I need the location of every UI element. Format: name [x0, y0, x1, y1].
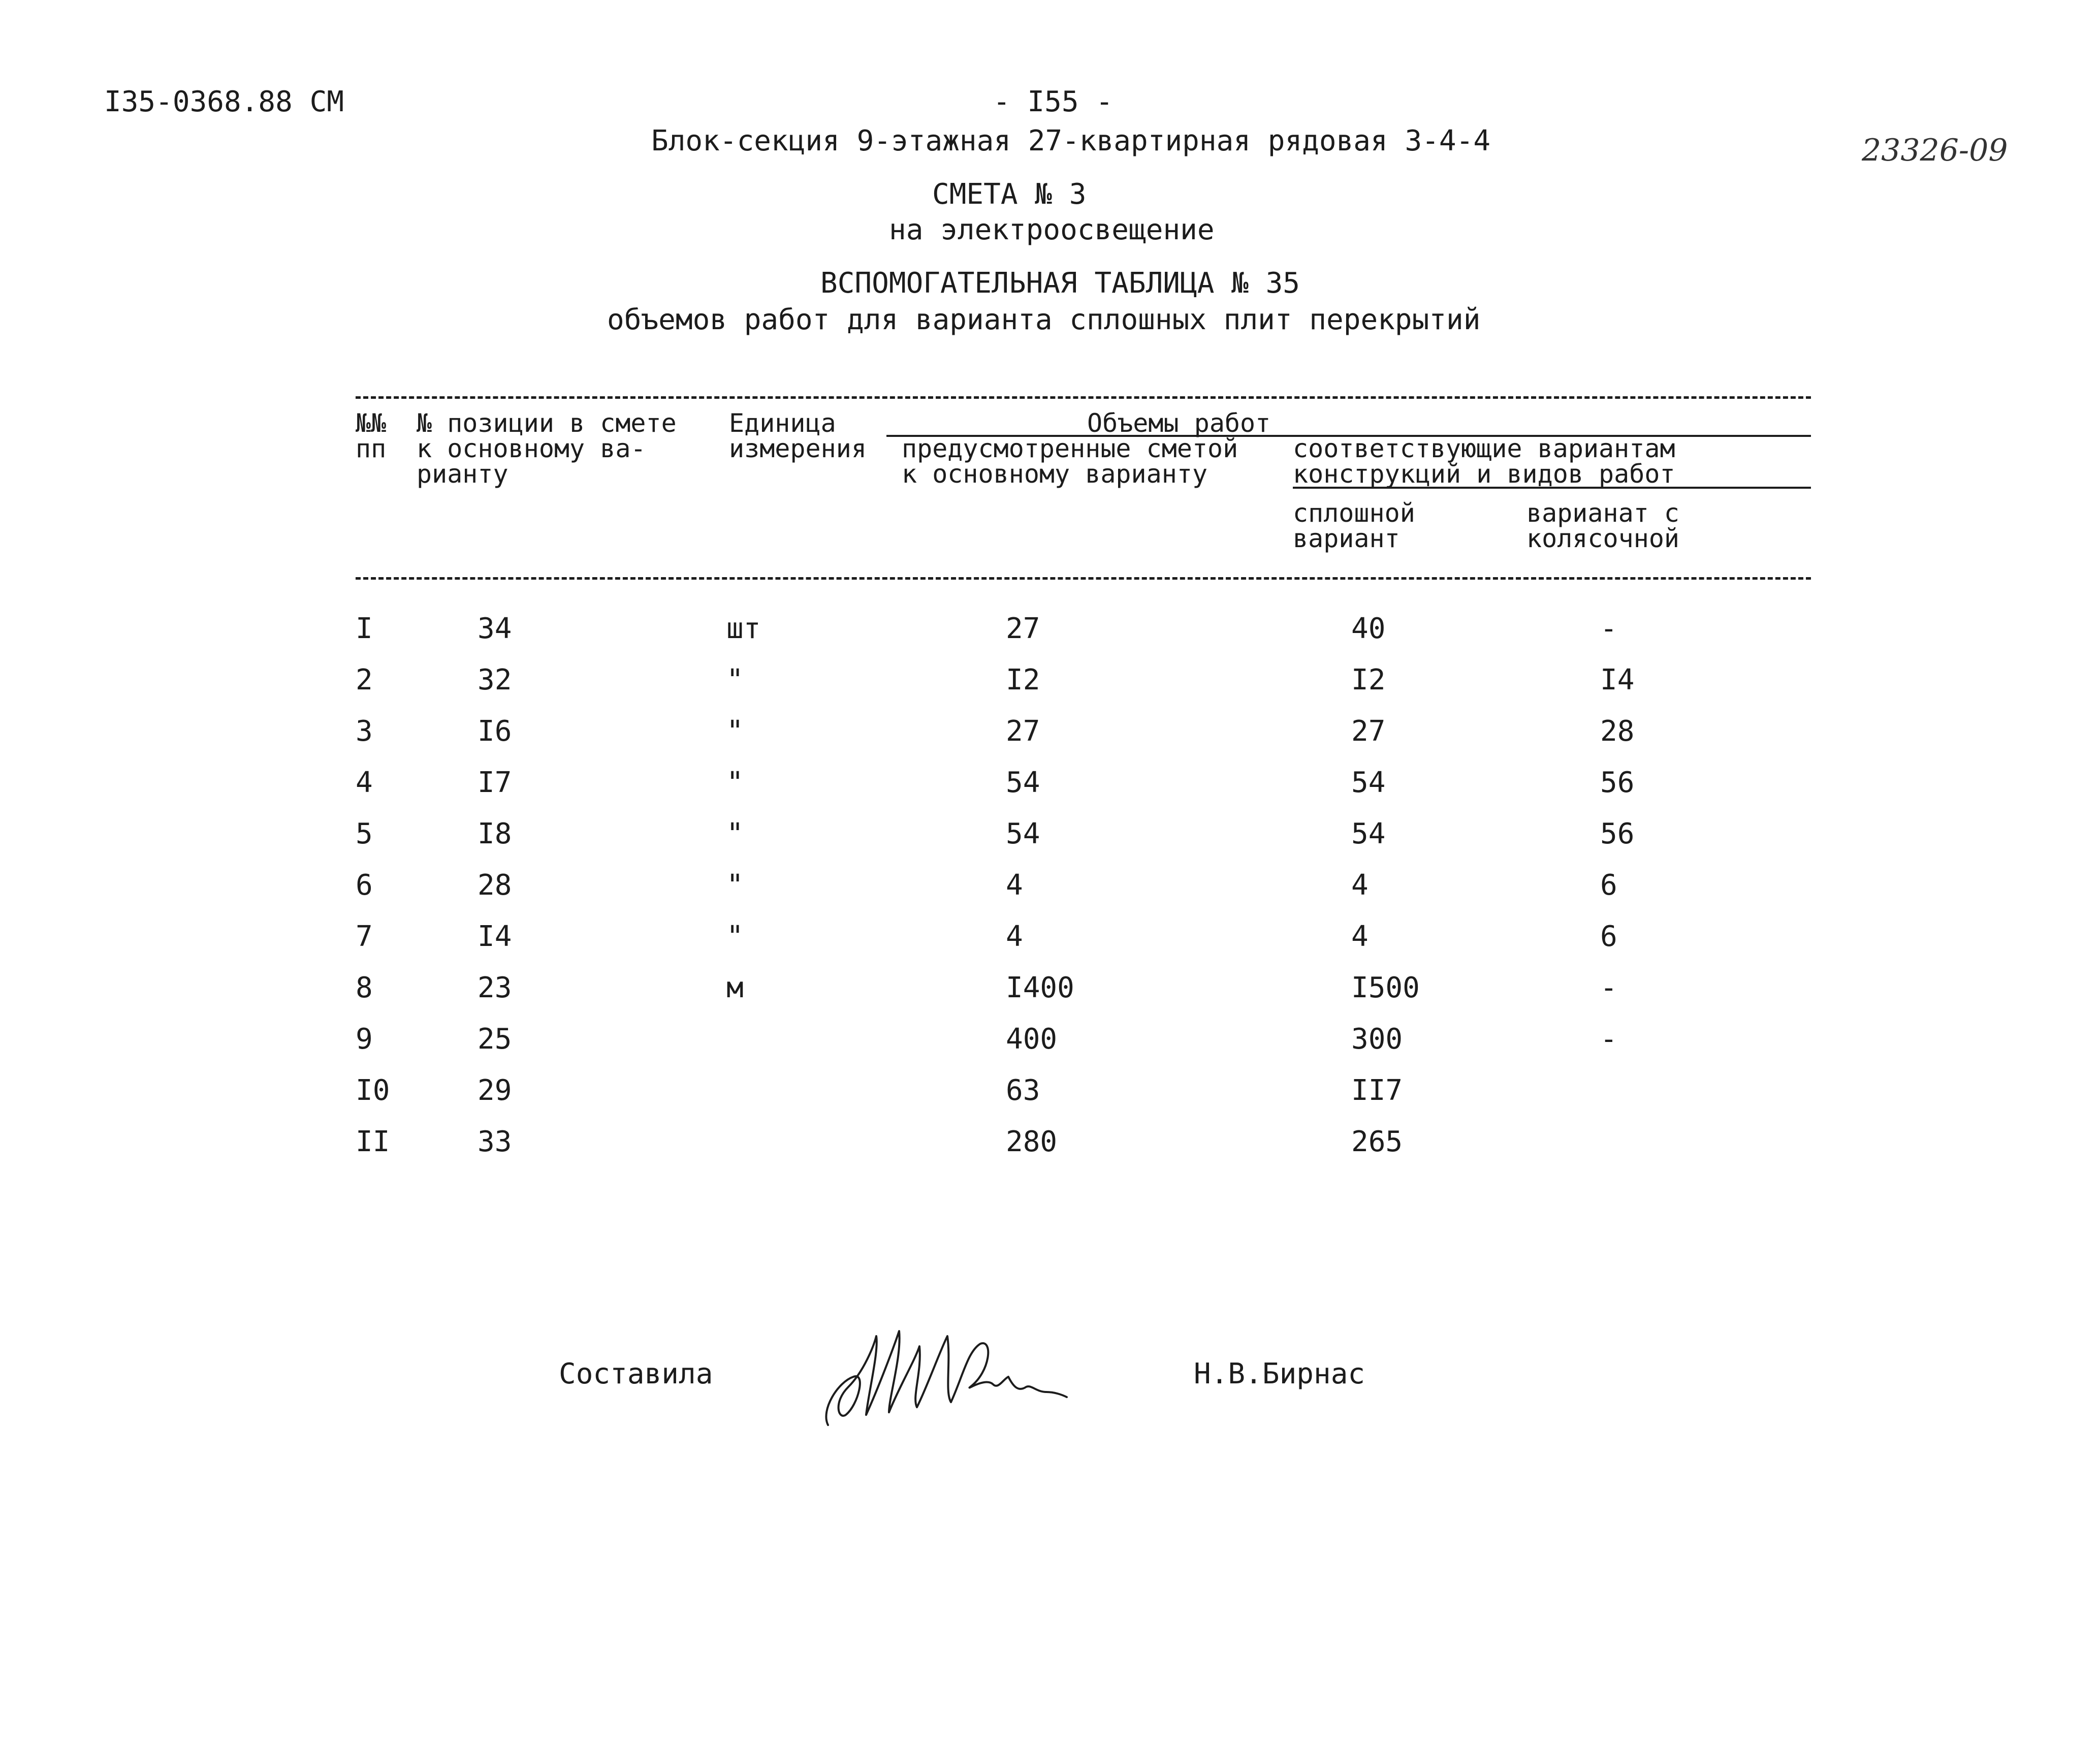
- cell-row-number: I: [356, 612, 373, 645]
- cell-stroller-variant: I4: [1600, 663, 1635, 697]
- cell-base-volume: 63: [1006, 1074, 1040, 1107]
- estimate-title: СМЕТА № 3: [932, 178, 1087, 211]
- cell-unit: ": [726, 715, 744, 748]
- page-number: - I55 -: [993, 85, 1113, 118]
- cell-row-number: 2: [356, 663, 373, 697]
- header-position-line1: № позиции в смете: [417, 408, 677, 438]
- cell-position: 28: [478, 869, 512, 902]
- cell-unit: ": [726, 817, 744, 850]
- cell-stroller-variant: 6: [1600, 869, 1617, 902]
- cell-stroller-variant: 6: [1600, 920, 1617, 953]
- document-code: I35-0368.88 СМ: [104, 85, 344, 118]
- handwritten-archive-number: 23326-09: [1862, 133, 2008, 168]
- cell-position: 34: [478, 612, 512, 645]
- header-stroller-line1: варианат с: [1526, 498, 1680, 528]
- cell-solid-variant: 300: [1351, 1023, 1403, 1056]
- table-header-bottom-dashed-rule: [356, 577, 1811, 580]
- cell-solid-variant: 265: [1351, 1125, 1403, 1158]
- cell-base-volume: 400: [1006, 1023, 1058, 1056]
- cell-base-volume: I400: [1006, 971, 1074, 1004]
- cell-unit: шт: [726, 612, 761, 645]
- header-solid-line1: сплошной: [1293, 498, 1415, 528]
- cell-unit: м: [726, 971, 744, 1004]
- table-title: ВСПОМОГАТЕЛЬНАЯ ТАБЛИЦА № 35: [820, 267, 1300, 300]
- cell-unit: ": [726, 920, 744, 953]
- cell-position: I4: [478, 920, 512, 953]
- cell-position: 33: [478, 1125, 512, 1158]
- cell-position: 29: [478, 1074, 512, 1107]
- cell-base-volume: 27: [1006, 715, 1040, 748]
- cell-base-volume: 4: [1006, 869, 1023, 902]
- header-base-line1: предусмотренные сметой: [902, 434, 1238, 463]
- cell-row-number: 6: [356, 869, 373, 902]
- header-variants-rule: [1293, 487, 1811, 489]
- header-variants-line2: конструкций и видов работ: [1293, 459, 1675, 489]
- cell-stroller-variant: 28: [1600, 715, 1635, 748]
- header-num-line1: №№: [356, 408, 387, 438]
- cell-unit: ": [726, 663, 744, 697]
- header-num-line2: пп: [356, 434, 387, 463]
- cell-base-volume: 54: [1006, 817, 1040, 850]
- table-top-dashed-rule: [356, 396, 1811, 399]
- cell-position: 32: [478, 663, 512, 697]
- signature: [818, 1316, 1072, 1438]
- cell-base-volume: I2: [1006, 663, 1040, 697]
- cell-stroller-variant: 56: [1600, 817, 1635, 850]
- cell-base-volume: 27: [1006, 612, 1040, 645]
- cell-unit: ": [726, 766, 744, 799]
- cell-solid-variant: 40: [1351, 612, 1386, 645]
- cell-solid-variant: 54: [1351, 817, 1386, 850]
- cell-base-volume: 4: [1006, 920, 1023, 953]
- table-subtitle: объемов работ для варианта сплошных плит перекрытий: [607, 303, 1481, 336]
- cell-stroller-variant: 56: [1600, 766, 1635, 799]
- cell-row-number: II: [356, 1125, 390, 1158]
- header-volumes: Объемы работ: [1087, 408, 1271, 438]
- header-unit-line2: измерения: [729, 434, 867, 463]
- cell-position: I6: [478, 715, 512, 748]
- cell-position: I7: [478, 766, 512, 799]
- header-variants-line1: соответствующие вариантам: [1293, 434, 1675, 463]
- header-base-line2: к основному варианту: [902, 459, 1208, 489]
- header-solid-line2: вариант: [1293, 524, 1400, 553]
- cell-solid-variant: 4: [1351, 869, 1369, 902]
- cell-row-number: 9: [356, 1023, 373, 1056]
- cell-solid-variant: II7: [1351, 1074, 1403, 1107]
- header-stroller-line2: колясочной: [1526, 524, 1680, 553]
- cell-base-volume: 54: [1006, 766, 1040, 799]
- cell-row-number: I0: [356, 1074, 390, 1107]
- cell-row-number: 4: [356, 766, 373, 799]
- cell-base-volume: 280: [1006, 1125, 1058, 1158]
- header-position-line2: к основному ва-: [417, 434, 646, 463]
- cell-row-number: 8: [356, 971, 373, 1004]
- compiled-by-label: Составила: [559, 1357, 713, 1390]
- cell-solid-variant: 54: [1351, 766, 1386, 799]
- estimate-subject: на электроосвещение: [889, 213, 1215, 246]
- cell-solid-variant: I2: [1351, 663, 1386, 697]
- cell-stroller-variant: -: [1600, 971, 1617, 1004]
- cell-position: I8: [478, 817, 512, 850]
- cell-stroller-variant: -: [1600, 612, 1617, 645]
- signer-name: Н.В.Бирнас: [1194, 1357, 1365, 1390]
- cell-solid-variant: I500: [1351, 971, 1420, 1004]
- header-position-line3: рианту: [417, 459, 508, 489]
- cell-solid-variant: 4: [1351, 920, 1369, 953]
- document-subtitle: Блок-секция 9-этажная 27-квартирная рядовая 3-4-4: [651, 124, 1491, 157]
- header-unit-line1: Единица: [729, 408, 836, 438]
- cell-row-number: 5: [356, 817, 373, 850]
- cell-row-number: 3: [356, 715, 373, 748]
- cell-solid-variant: 27: [1351, 715, 1386, 748]
- cell-unit: ": [726, 869, 744, 902]
- cell-row-number: 7: [356, 920, 373, 953]
- cell-stroller-variant: -: [1600, 1023, 1617, 1056]
- cell-position: 23: [478, 971, 512, 1004]
- cell-position: 25: [478, 1023, 512, 1056]
